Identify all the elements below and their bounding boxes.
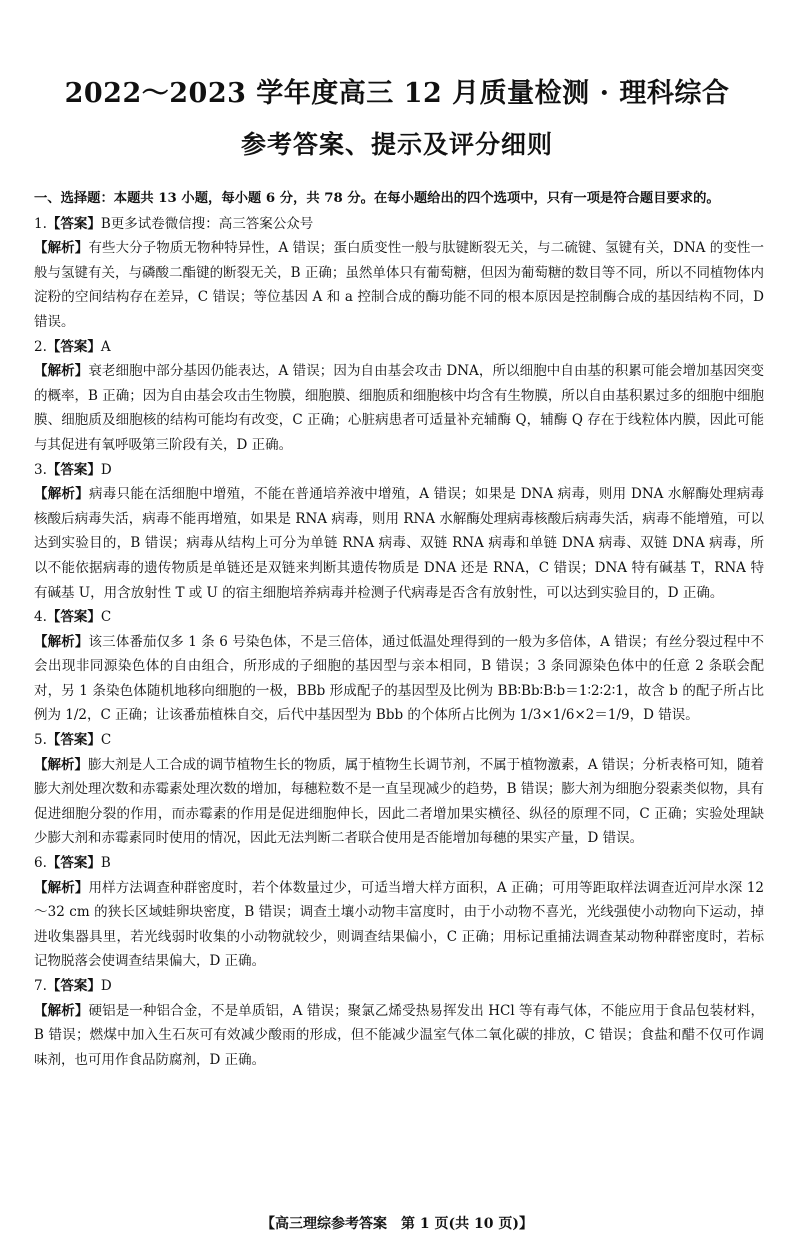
question-1-answer: [34, 212, 764, 237]
page-footer: 【高三理综参考答案 第 1 页(共 10 页)】: [261, 1216, 533, 1232]
question-number: 1.: [34, 215, 47, 232]
question-number: 2.: [34, 338, 47, 355]
question-number: 3.: [34, 461, 47, 478]
question-5-analysis: [34, 753, 764, 851]
question-2-analysis: [34, 359, 764, 457]
analysis-text: 膨大剂是人工合成的调节植物生长的物质，属于植物生长调节剂，不属于植物激素，A 错误；分析表格可知，随着膨大剂处理次数和赤霉素处理次数的增加，每穗粒数不是一直呈现减少的趋势，B 错误；膨大剂为细胞分裂素类似物，具有促进细胞分裂的作用，而赤霉素的作用是促进细胞伸长，因此二者增加果实横径、纵径的原理不同，C 正确；实验处理缺少膨大剂和赤霉素同时使用的情况，因此无法判断二者联合使用是否能增加每穗的果实产量，D 错误。: [34, 756, 765, 847]
answer-value: D: [100, 461, 112, 478]
analysis-text: 病毒只能在活细胞中增殖，不能在普通培养液中增殖，A 错误；如果是 DNA 病毒，则用 DNA 水解酶处理病毒核酸后病毒失活，病毒不能再增殖，如果是 RNA 病毒，则用 RNA 水解酶处理病毒核酸后病毒失活，病毒不能增殖，可以达到实验目的，B 错误；病毒从结构上可分为单链 RNA 病毒、双链 RNA 病毒和单链 DNA 病毒、双链 DNA 病毒，所以不能依据病毒的遗传物质是单链还是双链来判断其遗传物质是 DNA 还是 RNA，C 错误；DNA 特有碱基 T，RNA 特有碱基 U，用含放射性 T 或 U 的宿主细胞培养病毒并检测子代病毒是否含有放射性，可以达到实验目的，D 正确。: [34, 486, 764, 601]
answer-value: B: [100, 855, 111, 872]
answer-value: D: [100, 978, 112, 994]
question-1-analysis: [34, 236, 764, 334]
answer-value: C: [100, 732, 112, 749]
section-heading: 一、选择题：本题共 13 小题，每小题 6 分，共 78 分。在每小题给出的四个选项中，只有一项是符合题目要求的。: [34, 191, 720, 206]
analysis-label: 【解析】: [34, 756, 89, 773]
analysis-label: 【解析】: [34, 363, 89, 380]
analysis-text: 该三体番茄仅多 1 条 6 号染色体，不是三倍体，通过低温处理得到的一般为多倍体，A 错误；有丝分裂过程中不会出现非同源染色体的自由组合，所形成的子细胞的基因型与亲本相同，B 错误；3 条同源染色体中的任意 2 条联会配对，另 1 条染色体随机地移向细胞的一极，BBb 形成配子的基因型及比例为 BB∶Bb∶B∶b＝1∶2∶2∶1，故含 b 的配子所占比例为 1/2，C 正确；让该番茄植株自交，后代中基因型为 Bbb 的个体所占比例为 1/3×1/6×2＝1/9，D 错误。: [34, 633, 765, 724]
answer-label: 【答案】: [46, 609, 101, 626]
answer-label: 【答案】: [46, 215, 101, 232]
question-number: 4.: [34, 609, 47, 626]
answer-label: 【答案】: [46, 338, 101, 355]
answer-value: A: [100, 338, 111, 355]
analysis-text: 硬铝是一种铝合金，不是单质铝，A 错误；聚氯乙烯受热易挥发出 HCl 等有毒气体，不能应用于食品包装材料，B 错误；燃煤中加入生石灰可有效减少酸雨的形成，但不能减少温室气体二氧化碳的排放，C 错误；食盐和醋不仅可作调味剂，也可用作食品防腐剂，D 正确。: [34, 1002, 765, 1068]
analysis-text: 衰老细胞中部分基因仍能表达，A 错误；因为自由基会攻击 DNA，所以细胞中自由基的积累可能会增加基因突变的概率，B 正确；因为自由基会攻击生物膜，细胞膜、细胞质和细胞核中均含有生物膜，所以自由基积累过多的细胞中细胞膜、细胞质及细胞核的结构可能均有改变，C 正确；心脏病患者可适量补充辅酶 Q，辅酶 Q 存在于线粒体内膜，因此可能与其促进有氧呼吸第三阶段有关，D 正确。: [34, 363, 765, 453]
question-5-answer: [34, 728, 764, 753]
analysis-label: 【解析】: [34, 486, 90, 503]
analysis-label: 【解析】: [34, 240, 89, 257]
question-6-analysis: [34, 876, 764, 974]
analysis-label: 【解析】: [34, 879, 89, 896]
question-3-answer: [34, 458, 764, 483]
question-4-analysis: [34, 630, 764, 728]
question-6-answer: [34, 851, 764, 876]
answer-value: C: [100, 609, 112, 626]
question-number: 6.: [34, 855, 47, 872]
analysis-label: 【解析】: [34, 1002, 89, 1019]
question-3-analysis: [34, 482, 764, 605]
answer-content: [34, 187, 764, 1072]
question-number: 5.: [34, 732, 47, 749]
question-4-answer: [34, 605, 764, 630]
answer-label: 【答案】: [46, 732, 101, 749]
page-subtitle: 参考答案、提示及评分细则: [240, 130, 553, 159]
analysis-text: 用样方法调查种群密度时，若个体数量过少，可适当增大样方面积，A 正确；可用等距取样法调查近河岸水深 12～32 cm 的狭长区域蛙卵块密度，B 错误；调查土壤小动物丰富度时，由于小动物不喜光，光线强使小动物向下运动，掉进收集器具里，若光线弱时收集的小动物就较少，则调查结果偏小，C 正确；用标记重捕法调查某动物种群密度时，若标记物脱落会使调查结果偏大，D 正确。: [34, 879, 764, 970]
question-7-analysis: [34, 999, 764, 1073]
page-title: 2022～2023 学年度高三 12 月质量检测 · 理科综合: [64, 78, 730, 109]
analysis-label: 【解析】: [34, 633, 89, 650]
answer-label: 【答案】: [46, 978, 101, 994]
question-number: 7.: [34, 978, 47, 994]
answer-value: B更多试卷微信搜：高三答案公众号: [100, 215, 314, 232]
answer-label: 【答案】: [46, 461, 101, 478]
question-2-answer: [34, 335, 764, 360]
question-7-answer: [34, 974, 764, 999]
answer-label: 【答案】: [46, 855, 101, 872]
analysis-text: 有些大分子物质无物种特异性，A 错误；蛋白质变性一般与肽键断裂无关，与二硫键、氢键有关，DNA 的变性一般与氢键有关，与磷酸二酯键的断裂无关，B 正确；虽然单体只有葡萄糖，但因为葡萄糖的数目等不同，所以不同植物体内淀粉的空间结构存在差异，C 错误；等位基因 A 和 a 控制合成的酶功能不同的根本原因是控制酶合成的基因结构不同，D 错误。: [34, 240, 765, 330]
